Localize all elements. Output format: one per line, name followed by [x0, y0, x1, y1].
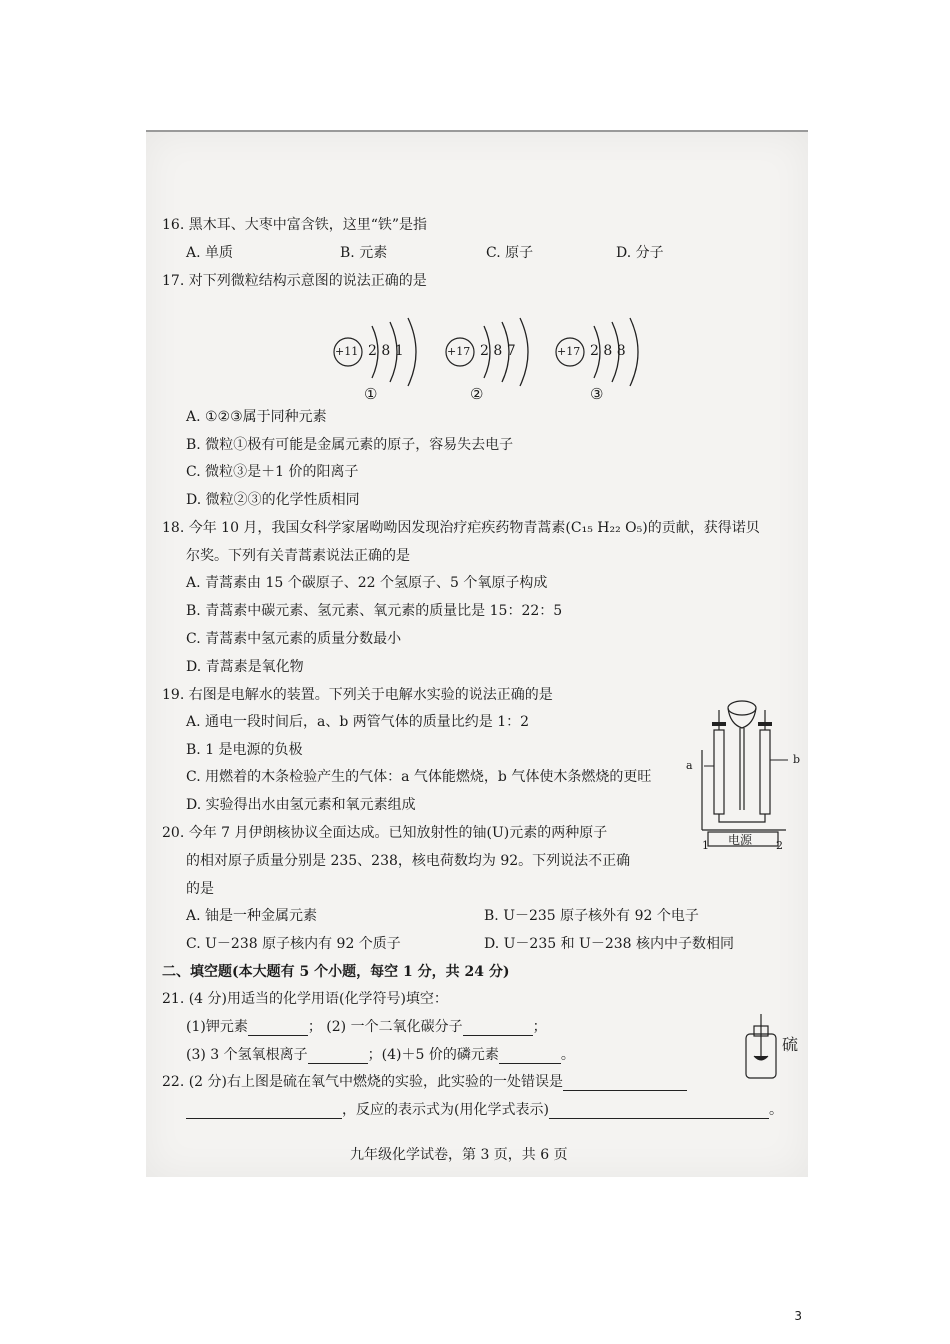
atom-3-label: ③	[590, 385, 604, 403]
q19-option-d: D. 实验得出水由氢元素和氧元素组成	[186, 797, 416, 813]
q21-item4-label: ；(4)＋5 价的磷元素	[367, 1047, 499, 1063]
q21-blank-3[interactable]	[308, 1049, 368, 1064]
q21-row2	[186, 1046, 575, 1064]
q20-option-d: D. U－235 和 U－238 核内中子数相同	[484, 936, 735, 952]
q20-stem-line3: 的是	[186, 881, 214, 897]
q22-stem-text: 22. (2 分)右上图是硫在氧气中燃烧的实验，此实验的一处错误是	[162, 1074, 563, 1090]
page-footer: 九年级化学试卷，第 3 页，共 6 页	[350, 1147, 568, 1163]
power-source-label: 电源	[728, 833, 753, 847]
q21-item1-label: (1)钾元素	[186, 1019, 248, 1035]
q22-row2-text: ，反应的表示式为(用化学式表示)	[342, 1102, 549, 1118]
electrolysis-apparatus-diagram	[690, 690, 810, 850]
q19-stem: 19. 右图是电解水的装置。下列关于电解水实验的说法正确的是	[162, 687, 553, 703]
q20-option-b: B. U－235 原子核外有 92 个电子	[484, 908, 699, 924]
q20-option-c: C. U－238 原子核内有 92 个质子	[186, 936, 401, 952]
q21-stem: 21. (4 分)用适当的化学用语(化学符号)填空：	[162, 991, 448, 1007]
q22-row2-end: 。	[768, 1102, 783, 1118]
terminal-label-2: 2	[776, 839, 783, 852]
q20-option-a: A. 铀是一种金属元素	[186, 908, 318, 924]
q21-item3-label: (3) 3 个氢氧根离子	[186, 1047, 308, 1063]
q17-stem: 17. 对下列微粒结构示意图的说法正确的是	[162, 273, 427, 289]
q21-row2-end: 。	[560, 1047, 575, 1063]
atom-1-label: ①	[364, 385, 378, 403]
atom-3-shells: 2 8 8	[590, 343, 626, 359]
electrode-label-b: b	[793, 753, 801, 766]
q22-blank-1[interactable]	[563, 1076, 687, 1091]
q22-row2	[186, 1101, 783, 1119]
atom-2-nucleus: +17	[447, 345, 471, 358]
atom-2-shells: 2 8 7	[480, 343, 516, 359]
q18-stem-line2: 尔奖。下列有关青蒿素说法正确的是	[186, 548, 410, 564]
electrode-label-a: a	[686, 759, 693, 772]
q20-stem-line2: 的相对原子质量分别是 235、238，核电荷数均为 92。下列说法不正确	[186, 853, 631, 869]
q21-blank-1[interactable]	[248, 1021, 308, 1036]
q21-row1-end: ；	[532, 1019, 547, 1035]
q21-item2-label: ； (2) 一个二氧化碳分子	[307, 1019, 463, 1035]
q21-blank-4[interactable]	[499, 1049, 561, 1064]
q20-stem-line1: 20. 今年 7 月伊朗核协议全面达成。已知放射性的铀(U)元素的两种原子	[162, 825, 608, 841]
page-number: 3	[794, 1309, 802, 1323]
sulfur-combustion-bottle-diagram	[740, 1012, 784, 1084]
q17-option-d: D. 微粒②③的化学性质相同	[186, 492, 360, 508]
q18-option-c: C. 青蒿素中氢元素的质量分数最小	[186, 631, 402, 647]
q16-option-d: D. 分子	[616, 245, 664, 261]
q17-option-a: A. ①②③属于同种元素	[186, 409, 327, 425]
atom-3-nucleus: +17	[557, 345, 581, 358]
q21-blank-2[interactable]	[463, 1021, 533, 1036]
q16-option-c: C. 原子	[486, 245, 534, 261]
atom-1-nucleus: +11	[335, 345, 359, 358]
q18-option-d: D. 青蒿素是氧化物	[186, 659, 304, 675]
q19-option-c: C. 用燃着的木条检验产生的气体：a 气体能燃烧，b 气体使木条燃烧的更旺	[186, 769, 652, 785]
section-2-heading: 二、填空题(本大题有 5 个小题，每空 1 分，共 24 分)	[162, 964, 510, 980]
q17-option-b: B. 微粒①极有可能是金属元素的原子，容易失去电子	[186, 437, 514, 453]
sulfur-label: 硫	[782, 1035, 799, 1054]
q21-row1	[186, 1018, 547, 1036]
q18-option-a: A. 青蒿素由 15 个碳原子、22 个氢原子、5 个氧原子构成	[186, 575, 548, 591]
q18-stem-line1: 18. 今年 10 月，我国女科学家屠呦呦因发现治疗疟疾药物青蒿素(C₁₅ H₂₂ O₅)的贡献，获得诺贝	[162, 520, 760, 536]
q16-option-a: A. 单质	[186, 245, 234, 261]
q22-blank-2[interactable]	[186, 1104, 342, 1119]
q16-option-b: B. 元素	[340, 245, 388, 261]
q16-stem: 16. 黑木耳、大枣中富含铁，这里“铁”是指	[162, 217, 428, 233]
q19-option-a: A. 通电一段时间后，a、b 两管气体的质量比约是 1：2	[186, 714, 530, 730]
q17-option-c: C. 微粒③是＋1 价的阳离子	[186, 464, 359, 480]
q22-blank-3[interactable]	[549, 1104, 769, 1119]
atom-1-shells: 2 8 1	[368, 343, 404, 359]
q22-stem	[162, 1073, 687, 1091]
atom-2-label: ②	[470, 385, 484, 403]
q19-option-b: B. 1 是电源的负极	[186, 742, 303, 758]
terminal-label-1: 1	[702, 839, 709, 852]
q18-option-b: B. 青蒿素中碳元素、氢元素、氧元素的质量比是 15：22：5	[186, 603, 563, 619]
